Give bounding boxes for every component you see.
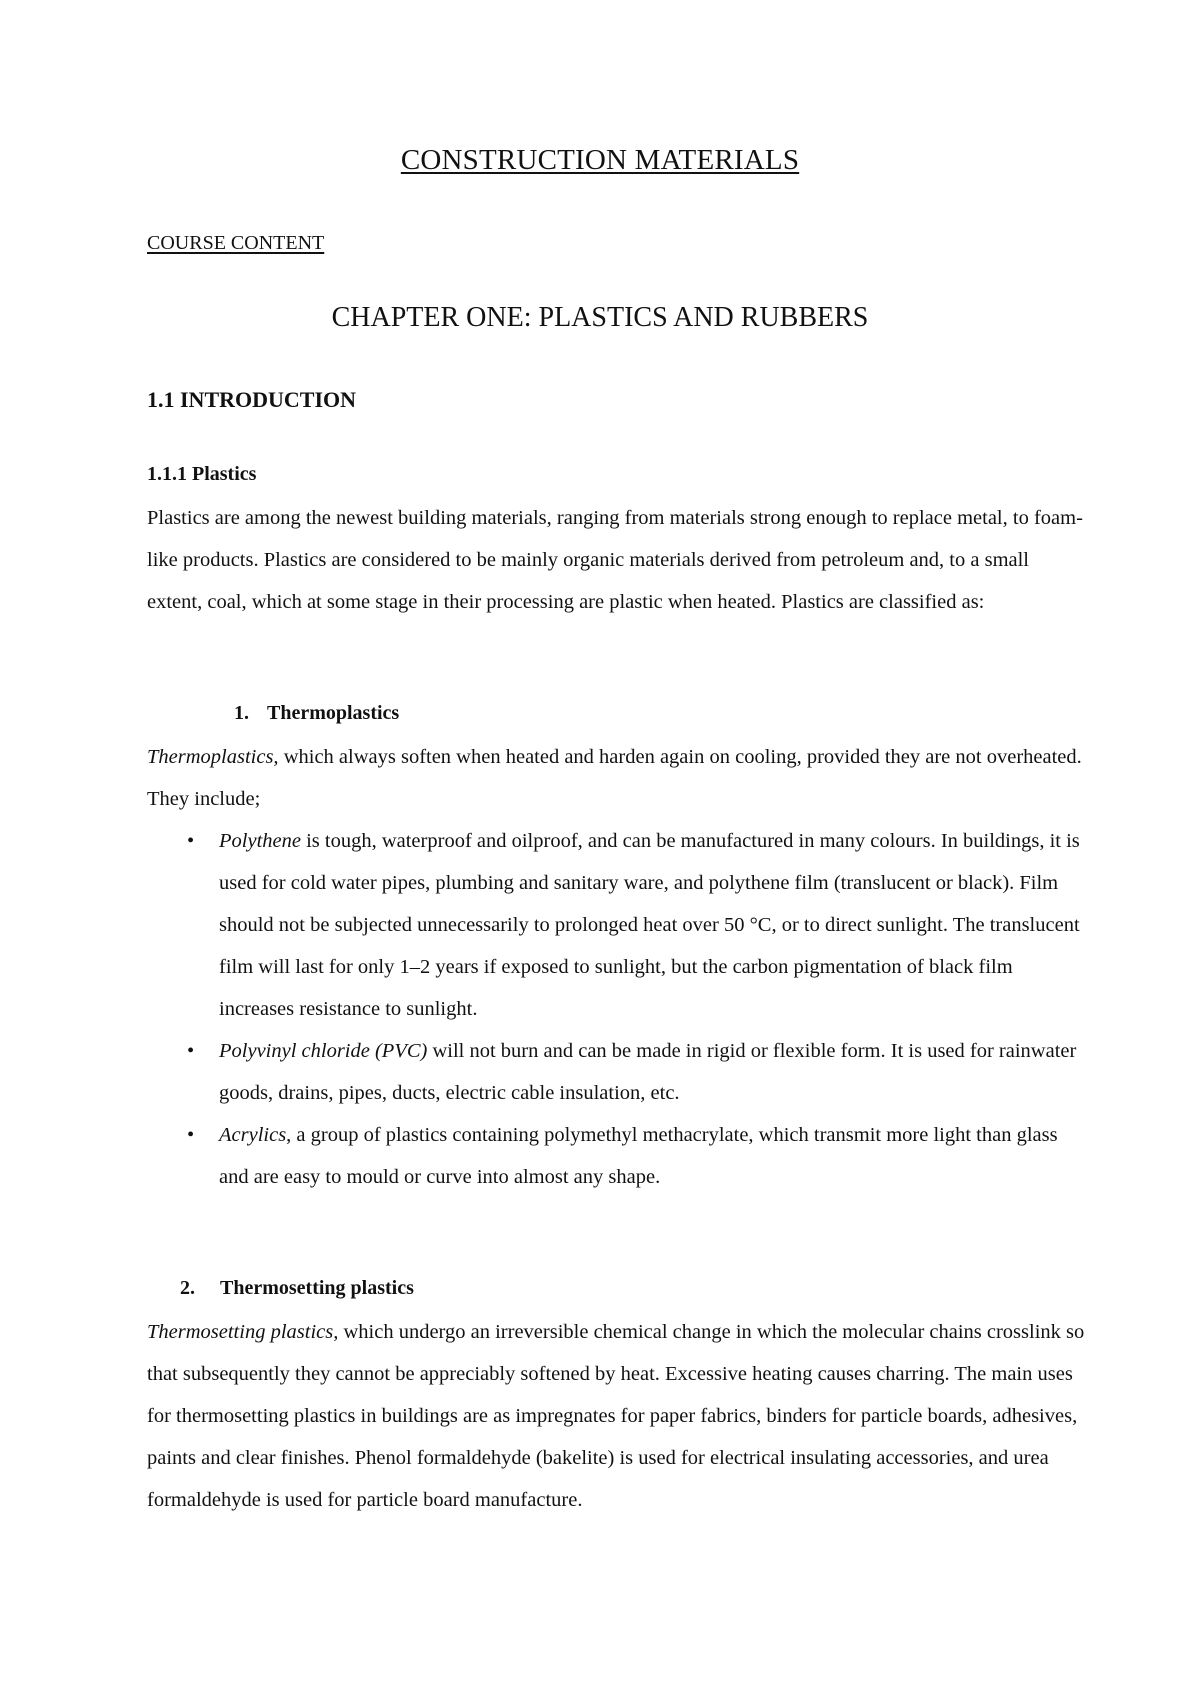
list-item [147, 1114, 1087, 1198]
intro-paragraph: Plastics are among the newest building materials, ranging from materials strong enough to replace metal, to foam-like products. Plastics are considered to be mainly organic materials derived from petroleum and, to a small extent, coal, which at some stage in their processing are plastic when heated. Plastics are classified as: [147, 507, 1083, 613]
list-item [147, 1030, 1087, 1114]
list-heading: Thermoplastics [267, 702, 400, 724]
list-item [147, 820, 1087, 1030]
paragraph-text: which undergo an irreversible chemical change in which the molecular chains crosslink so that subsequently they cannot be appreciably softened by heat. Excessive heating causes charring. The main uses for thermosetting plastics in buildings are as impregnates for paper fabrics, binders for particle boards, adhesives, paints and clear finishes. Phenol formaldehyde (bakelite) is used for electrical insulating accessories, and urea formaldehyde is used for particle board manufacture. [147, 1321, 1085, 1511]
list-item-text: will not burn and can be made in rigid or flexible form. It is used for rainwater goods, drains, pipes, ducts, electric cable insulation, etc. [219, 1040, 1077, 1104]
thermoplastics-list [147, 820, 1087, 1198]
list-item-text: is tough, waterproof and oilproof, and can be manufactured in many colours. In buildings, it is used for cold water pipes, plumbing and sanitary ware, and polythene film (translucent or black). Film should not be subjected unnecessarily to prolonged heat over 50 °C, or to direct sunlight. The translucent film will last for only 1–2 years if exposed to sunlight, but the carbon pigmentation of black film increases resistance to sunlight. [219, 830, 1080, 1020]
chapter-heading: CHAPTER ONE: PLASTICS AND RUBBERS [331, 302, 869, 333]
italic-term: Thermoplastics, [147, 746, 279, 768]
bullet-marker: • [187, 1040, 195, 1062]
italic-term: Thermosetting plastics, [147, 1321, 339, 1343]
thermoplastics-paragraph [147, 736, 1087, 820]
course-content-heading: COURSE CONTENT [147, 232, 325, 254]
document-title: CONSTRUCTION MATERIALS [400, 144, 800, 176]
paragraph-text: which always soften when heated and harden again on cooling, provided they are not overheated. They include; [147, 746, 1082, 810]
subsection-heading: 1.1.1 Plastics [147, 463, 257, 485]
italic-term: Polythene [219, 830, 301, 852]
list-heading: Thermosetting plastics [220, 1277, 414, 1299]
list-number: 2. [180, 1277, 195, 1299]
section-heading: 1.1 INTRODUCTION [147, 387, 357, 412]
thermosetting-paragraph [147, 1311, 1087, 1521]
list-item-text: , a group of plastics containing polymethyl methacrylate, which transmit more light than glass and are easy to mould or curve into almost any shape. [219, 1124, 1058, 1188]
bullet-marker: • [187, 830, 195, 852]
bullet-marker: • [187, 1124, 195, 1146]
italic-term: Polyvinyl chloride (PVC) [219, 1040, 428, 1062]
italic-term: Acrylics [219, 1124, 287, 1146]
list-number: 1. [234, 702, 249, 724]
